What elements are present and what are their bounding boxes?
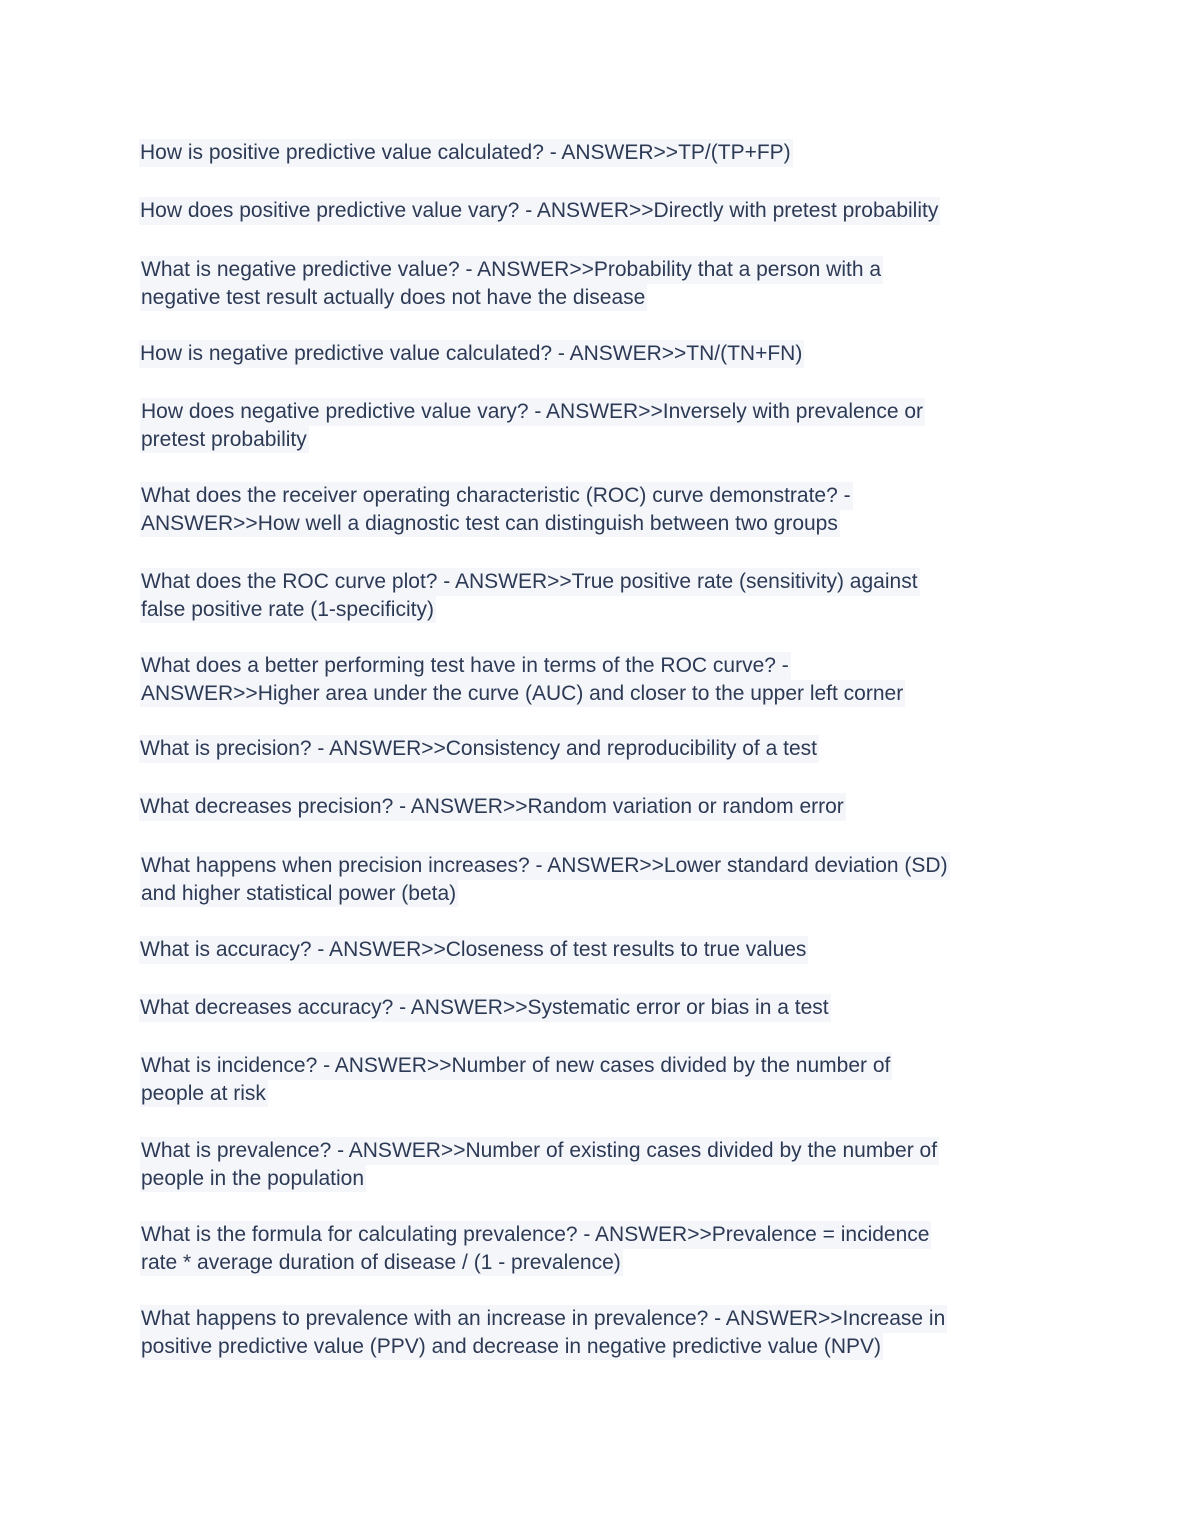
qa-item (139, 735, 819, 763)
qa-item (140, 1137, 939, 1192)
qa-line: false positive rate (1-specificity) (140, 596, 436, 624)
qa-line: How does negative predictive value vary? - ANSWER>>Inversely with prevalence or (140, 398, 925, 426)
qa-item (140, 652, 905, 707)
qa-item (140, 568, 920, 623)
qa-line: ANSWER>>Higher area under the curve (AUC) and closer to the upper left corner (140, 680, 905, 708)
qa-item (139, 340, 804, 368)
qa-line: What is incidence? - ANSWER>>Number of new cases divided by the number of (140, 1052, 892, 1080)
qa-line: and higher statistical power (beta) (140, 880, 458, 908)
qa-line: What is negative predictive value? - ANSWER>>Probability that a person with a (140, 256, 883, 284)
qa-item (140, 852, 950, 907)
qa-line: What is precision? - ANSWER>>Consistency and reproducibility of a test (139, 735, 819, 763)
qa-line: What is the formula for calculating prevalence? - ANSWER>>Prevalence = incidence (140, 1221, 931, 1249)
qa-item (139, 793, 846, 821)
qa-line: What is accuracy? - ANSWER>>Closeness of test results to true values (139, 936, 808, 964)
qa-line: What does the receiver operating characteristic (ROC) curve demonstrate? - (140, 482, 853, 510)
qa-item (139, 139, 793, 167)
qa-line: negative test result actually does not have the disease (140, 284, 647, 312)
qa-line: pretest probability (140, 426, 309, 454)
qa-line: What is prevalence? - ANSWER>>Number of existing cases divided by the number of (140, 1137, 939, 1165)
qa-line: What does the ROC curve plot? - ANSWER>>True positive rate (sensitivity) against (140, 568, 920, 596)
qa-item (139, 994, 831, 1022)
qa-line: What happens to prevalence with an increase in prevalence? - ANSWER>>Increase in (140, 1305, 947, 1333)
qa-line: What happens when precision increases? - ANSWER>>Lower standard deviation (SD) (140, 852, 950, 880)
qa-item (140, 1221, 931, 1276)
qa-line: How is negative predictive value calculated? - ANSWER>>TN/(TN+FN) (139, 340, 804, 368)
qa-item (140, 398, 925, 453)
qa-line: What decreases accuracy? - ANSWER>>Systematic error or bias in a test (139, 994, 831, 1022)
qa-line: people at risk (140, 1080, 268, 1108)
qa-line: people in the population (140, 1165, 366, 1193)
qa-line: How does positive predictive value vary? - ANSWER>>Directly with pretest probability (139, 197, 940, 225)
qa-item (139, 936, 808, 964)
qa-item (140, 256, 883, 311)
qa-line: rate * average duration of disease / (1 - prevalence) (140, 1249, 623, 1277)
qa-line: positive predictive value (PPV) and decrease in negative predictive value (NPV) (140, 1333, 883, 1361)
qa-line: What decreases precision? - ANSWER>>Random variation or random error (139, 793, 846, 821)
qa-item (140, 1052, 892, 1107)
qa-line: How is positive predictive value calculated? - ANSWER>>TP/(TP+FP) (139, 139, 793, 167)
qa-line: What does a better performing test have in terms of the ROC curve? - (140, 652, 791, 680)
qa-line: ANSWER>>How well a diagnostic test can distinguish between two groups (140, 510, 840, 538)
qa-item (140, 1305, 947, 1360)
qa-item (140, 482, 853, 537)
qa-item (139, 197, 940, 225)
